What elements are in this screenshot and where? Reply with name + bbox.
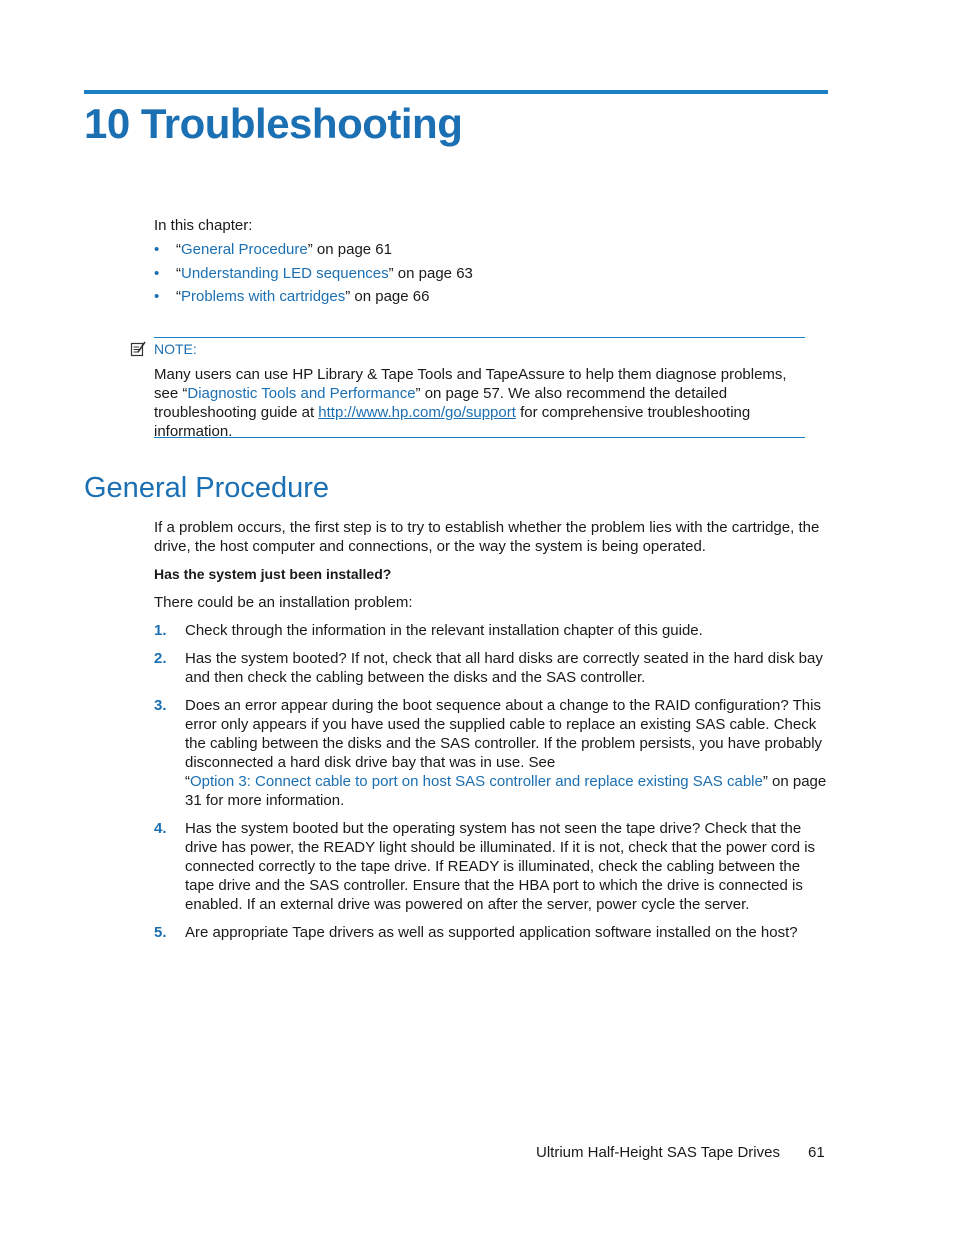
toc-link-led-sequences[interactable]: Understanding LED sequences xyxy=(181,264,389,282)
note-text: Many users can use HP Library & Tape Tools and TapeAssure to help them diagnose problems, see “Diagnostic Tools and Performance” on page 57. We also recommend the detailed troubleshooting guide at http://www.hp.com/go/support for comprehensive troubleshooting information. xyxy=(154,366,787,440)
toc-item: • “General Procedure” on page 61 xyxy=(154,239,473,263)
hp-support-link[interactable]: http://www.hp.com/go/support xyxy=(318,404,516,421)
chapter-title: 10 Troubleshooting xyxy=(84,100,463,147)
section-paragraph: If a problem occurs, the first step is to try to establish whether the problem lies with the cartridge, the drive, the host computer and connections, or the way the system is being operated. xyxy=(154,519,820,555)
step-item: 3. Does an error appear during the boot sequence about a change to the RAID configuration? This error only appears if you have used the supplied cable to replace an existing SAS cable. Check the cabling between the disks and the SAS controller. If the problem persists, you have probably disconnected a hard disk drive bay that was in use. See “Option 3: Connect cable to port on host SAS controller and replace existing SAS cable” on page 31 for more information. xyxy=(154,697,827,809)
procedure-steps xyxy=(154,621,828,951)
step-number: 1. xyxy=(154,622,167,639)
diagnostic-tools-link[interactable]: Diagnostic Tools and Performance xyxy=(187,385,416,402)
section-title: General Procedure xyxy=(84,472,330,504)
toc-link-general-procedure[interactable]: General Procedure xyxy=(181,241,308,258)
note-box xyxy=(154,337,805,438)
section-paragraph: There could be an installation problem: xyxy=(154,594,413,611)
step-number: 2. xyxy=(154,650,167,667)
toc-link-problems-cartridges[interactable]: Problems with cartridges xyxy=(181,288,346,305)
bullet-icon: • xyxy=(154,264,160,282)
note-label: NOTE: xyxy=(154,341,197,357)
step-item: 5. Are appropriate Tape drivers as well as supported application software installed on the host? xyxy=(154,924,798,941)
toc-item: • “Understanding LED sequences” on page 63 xyxy=(154,263,473,287)
option3-link[interactable]: Option 3: Connect cable to port on host SAS controller and replace existing SAS cable xyxy=(190,773,763,790)
step-item: 2. Has the system booted? If not, check that all hard disks are correctly seated in the hard disk bay and then check the cabling between the disks and the SAS controller. xyxy=(154,650,823,686)
toc-item: • “Problems with cartridges” on page 66 xyxy=(154,286,473,310)
step-number: 5. xyxy=(154,924,167,941)
step-item: 4. Has the system booted but the operating system has not seen the tape drive? Check that the drive has power, the READY light should be illuminated. If it is not, check that the power cord is connected correctly to the tape drive. If READY is illuminated, check the cabling between the tape drive and the SAS controller. Ensure that the HBA port to which the drive is connected is enabled. If an external drive was powered on after the server, power cycle the server. xyxy=(154,820,816,913)
bullet-icon: • xyxy=(154,241,160,258)
footer-title: Ultrium Half-Height SAS Tape Drives xyxy=(536,1144,780,1161)
page-number: 61 xyxy=(808,1144,825,1161)
chapter-rule xyxy=(84,90,828,94)
step-item: 1. Check through the information in the relevant installation chapter of this guide. xyxy=(154,622,703,639)
bullet-icon: • xyxy=(154,288,160,305)
note-icon xyxy=(130,341,146,357)
step-number: 3. xyxy=(154,697,167,714)
section-subhead: Has the system just been installed? xyxy=(154,566,392,582)
chapter-intro: In this chapter: xyxy=(154,217,253,234)
step-number: 4. xyxy=(154,820,167,837)
chapter-toc xyxy=(154,239,473,310)
